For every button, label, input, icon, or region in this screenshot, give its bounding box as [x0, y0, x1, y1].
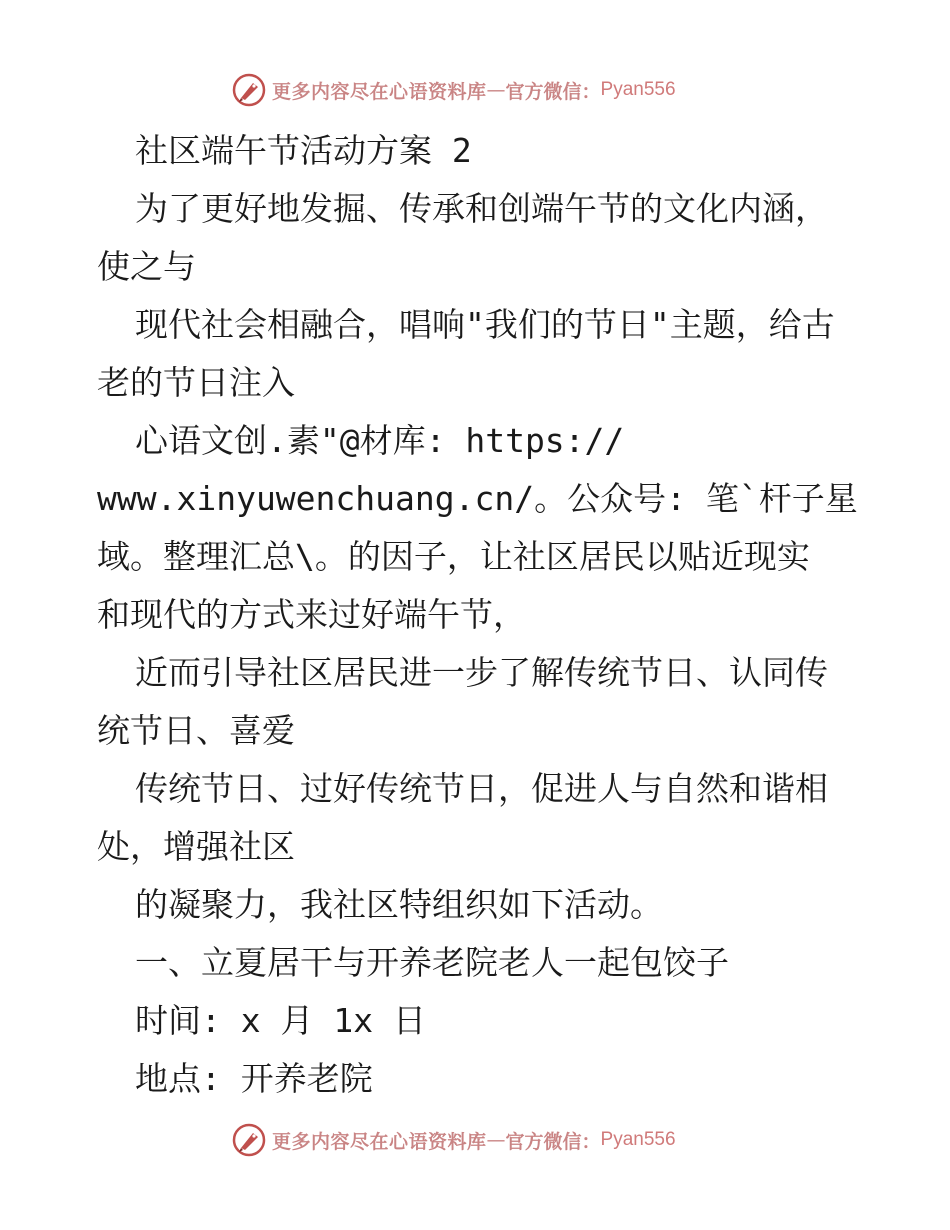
document-body [97, 122, 867, 1108]
paragraph-line: 和现代的方式来过好端午节， [97, 595, 526, 634]
pen-nib-logo-icon [232, 1123, 266, 1157]
footer-banner[interactable] [232, 1120, 732, 1160]
banner-promo-text: 更多内容尽在心语资料库 [272, 80, 487, 103]
header-banner[interactable] [232, 70, 732, 110]
paragraph-line: www.xinyuwenchuang.cn/。公众号: 笔`杆子星 [97, 479, 858, 518]
paragraph-line: 近而引导社区居民进一步了解传统节日、认同传 [135, 653, 828, 692]
banner-wechat-label: 官方微信： [505, 80, 601, 103]
paragraph-line: 使之与 [97, 247, 196, 286]
paragraph-line: 现代社会相融合，唱响"我们的节日"主题，给古 [135, 305, 835, 344]
banner-separator: — [486, 79, 506, 101]
document-title: 社区端午节活动方案 2 [135, 131, 472, 170]
paragraph-line: 统节日、喜爱 [97, 711, 295, 750]
paragraph-line: 为了更好地发掘、传承和创端午节的文化内涵， [135, 189, 828, 228]
paragraph-line: 处，增强社区 [97, 827, 295, 866]
paragraph-line: 心语文创.素"@材库: https:// [135, 421, 625, 460]
pen-nib-logo-icon [232, 73, 266, 107]
paragraph-line: 的凝聚力，我社区特组织如下活动。 [135, 885, 663, 924]
banner-separator: — [486, 1129, 506, 1151]
section-heading: 一、立夏居干与开养老院老人一起包饺子 [135, 943, 729, 982]
banner-wechat-id: Pyan556 [600, 1129, 676, 1150]
paragraph-line: 域。整理汇总\。的因子，让社区居民以贴近现实 [97, 537, 810, 576]
banner-wechat-id: Pyan556 [600, 79, 676, 100]
banner-wechat-label: 官方微信： [505, 1130, 601, 1153]
paragraph-line: 传统节日、过好传统节日，促进人与自然和谐相 [135, 769, 828, 808]
paragraph-line: 老的节日注入 [97, 363, 295, 402]
banner-promo-text: 更多内容尽在心语资料库 [272, 1130, 487, 1153]
event-location: 地点: 开养老院 [135, 1059, 373, 1098]
event-time: 时间: x 月 1x 日 [135, 1001, 426, 1040]
